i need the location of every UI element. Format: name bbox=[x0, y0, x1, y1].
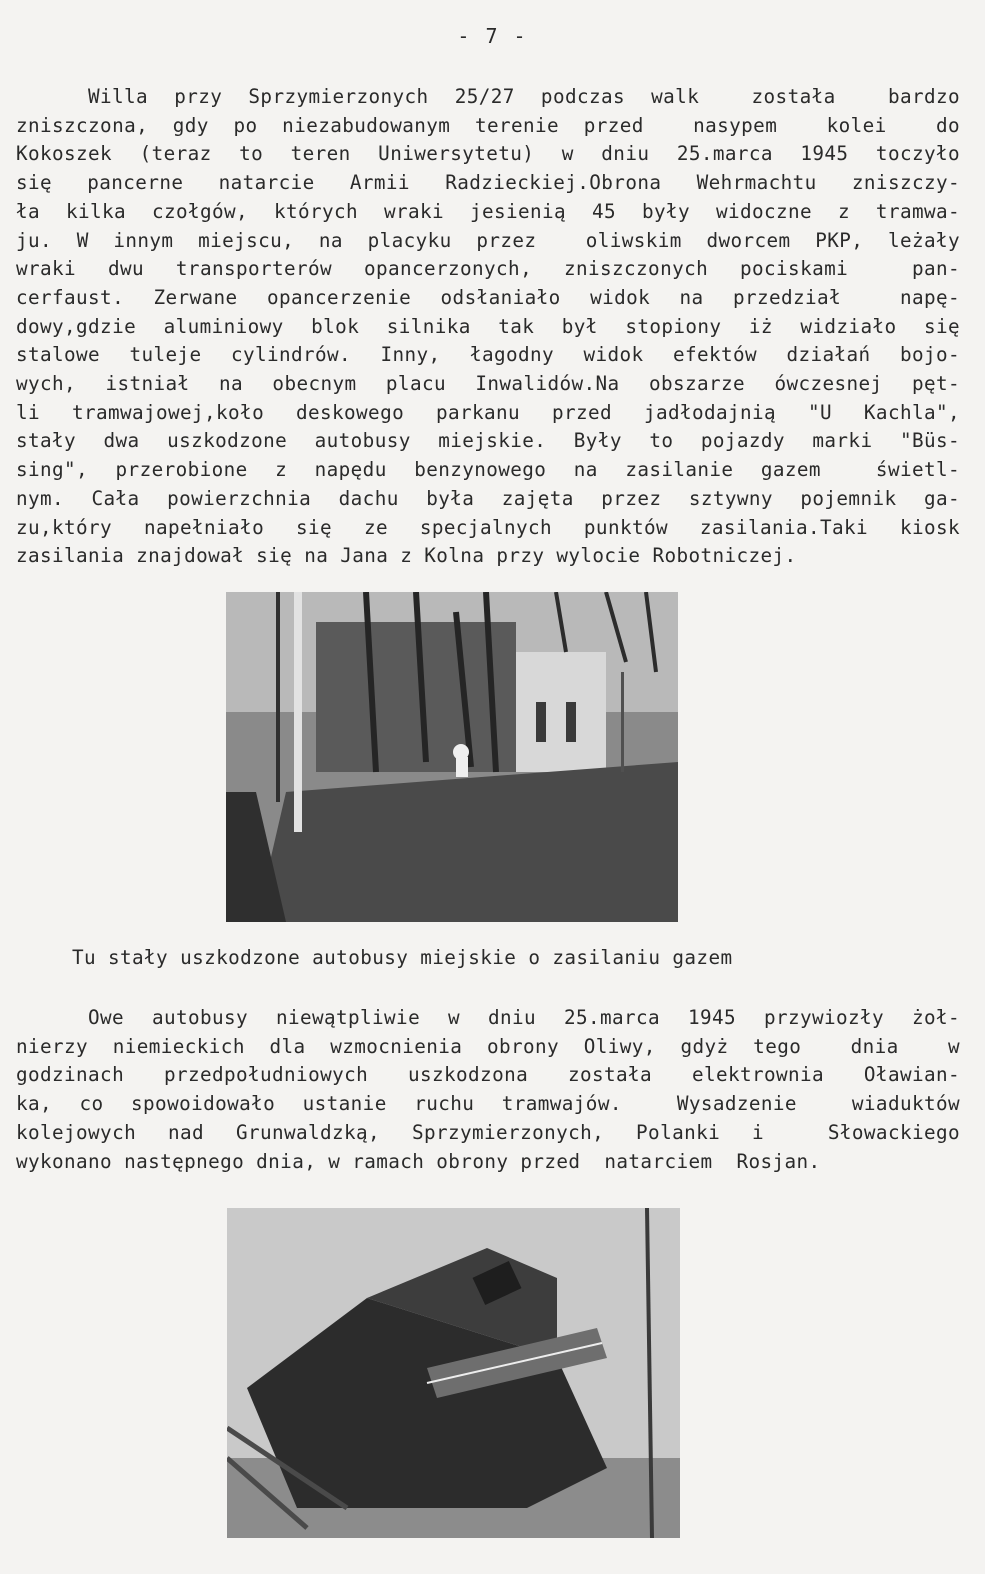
text-line: dowy,gdzie aluminiowy blok silnika tak był stopiony iż widziało się bbox=[16, 314, 960, 338]
text-line: godzinach przedpołudniowych uszkodzona została elektrownia Oławian- bbox=[16, 1063, 960, 1087]
text-line: sing", przerobione z napędu benzynowego na zasilanie gazem świetl- bbox=[16, 458, 960, 482]
text-line: zu,który napełniało się ze specjalnych punktów zasilania.Taki kiosk bbox=[16, 515, 960, 539]
text-line: ka, co spowoidowało ustanie ruchu tramwajów. Wysadzenie wiaduktów bbox=[16, 1092, 960, 1116]
text-line: kolejowych nad Grunwaldzką, Sprzymierzonych, Polanki i Słowackiego bbox=[16, 1120, 960, 1144]
text-line: li tramwajowej,koło deskowego parkanu przed jadłodajnią "U Kachla", bbox=[16, 400, 960, 424]
text-line: wykonano następnego dnia, w ramach obrony przed natarciem Rosjan. bbox=[16, 1149, 821, 1173]
text-line: ju. W innym miejscu, na placyku przez oliwskim dworcem PKP, leżały bbox=[16, 228, 960, 252]
paragraph-2 bbox=[16, 1004, 960, 1176]
text-line: nierzy niemieckich dla wzmocnienia obrony Oliwy, gdyż tego dnia w bbox=[16, 1034, 960, 1058]
text-line: wych, istniał na obecnym placu Inwalidów.Na obszarze ówczesnej pęt- bbox=[16, 372, 960, 396]
text-line: stały dwa uszkodzone autobusy miejskie. Były to pojazdy marki "Büs- bbox=[16, 429, 960, 453]
text-line: cerfaust. Zerwane opancerzenie odsłaniało widok na przedział napę- bbox=[16, 285, 960, 309]
text-line: zniszczona, gdy po niezabudowanym terenie przed nasypem kolei do bbox=[16, 113, 960, 137]
paragraph-1 bbox=[16, 83, 960, 571]
text-line: się pancerne natarcie Armii Radzieckiej.Obrona Wehrmachtu zniszczy- bbox=[16, 171, 960, 195]
photo-caption-1: Tu stały uszkodzone autobusy miejskie o zasilaniu gazem bbox=[72, 946, 733, 969]
text-line: zasilania znajdował się na Jana z Kolna przy wylocie Robotniczej. bbox=[16, 544, 797, 568]
text-line: Kokoszek (teraz to teren Uniwersytetu) w dniu 25.marca 1945 toczyło bbox=[16, 142, 960, 166]
text-line: stalowe tuleje cylindrów. Inny, łagodny widok efektów działań bojo- bbox=[16, 343, 960, 367]
photo-street-scene bbox=[226, 592, 678, 922]
text-line: nym. Cała powierzchnia dachu była zajęta przez sztywny pojemnik ga- bbox=[16, 486, 960, 510]
text-line: Willa przy Sprzymierzonych 25/27 podczas walk została bardzo bbox=[88, 85, 960, 108]
text-line: wraki dwu transporterów opancerzonych, zniszczonych pociskami pan- bbox=[16, 257, 960, 281]
text-line: Owe autobusy niewątpliwie w dniu 25.marca 1945 przywiozły żoł- bbox=[88, 1006, 960, 1029]
page-number: - 7 - bbox=[457, 24, 528, 48]
photo-wrecked-locomotive bbox=[227, 1208, 680, 1538]
text-line: ła kilka czołgów, których wraki jesienią 45 były widoczne z tramwa- bbox=[16, 199, 960, 223]
